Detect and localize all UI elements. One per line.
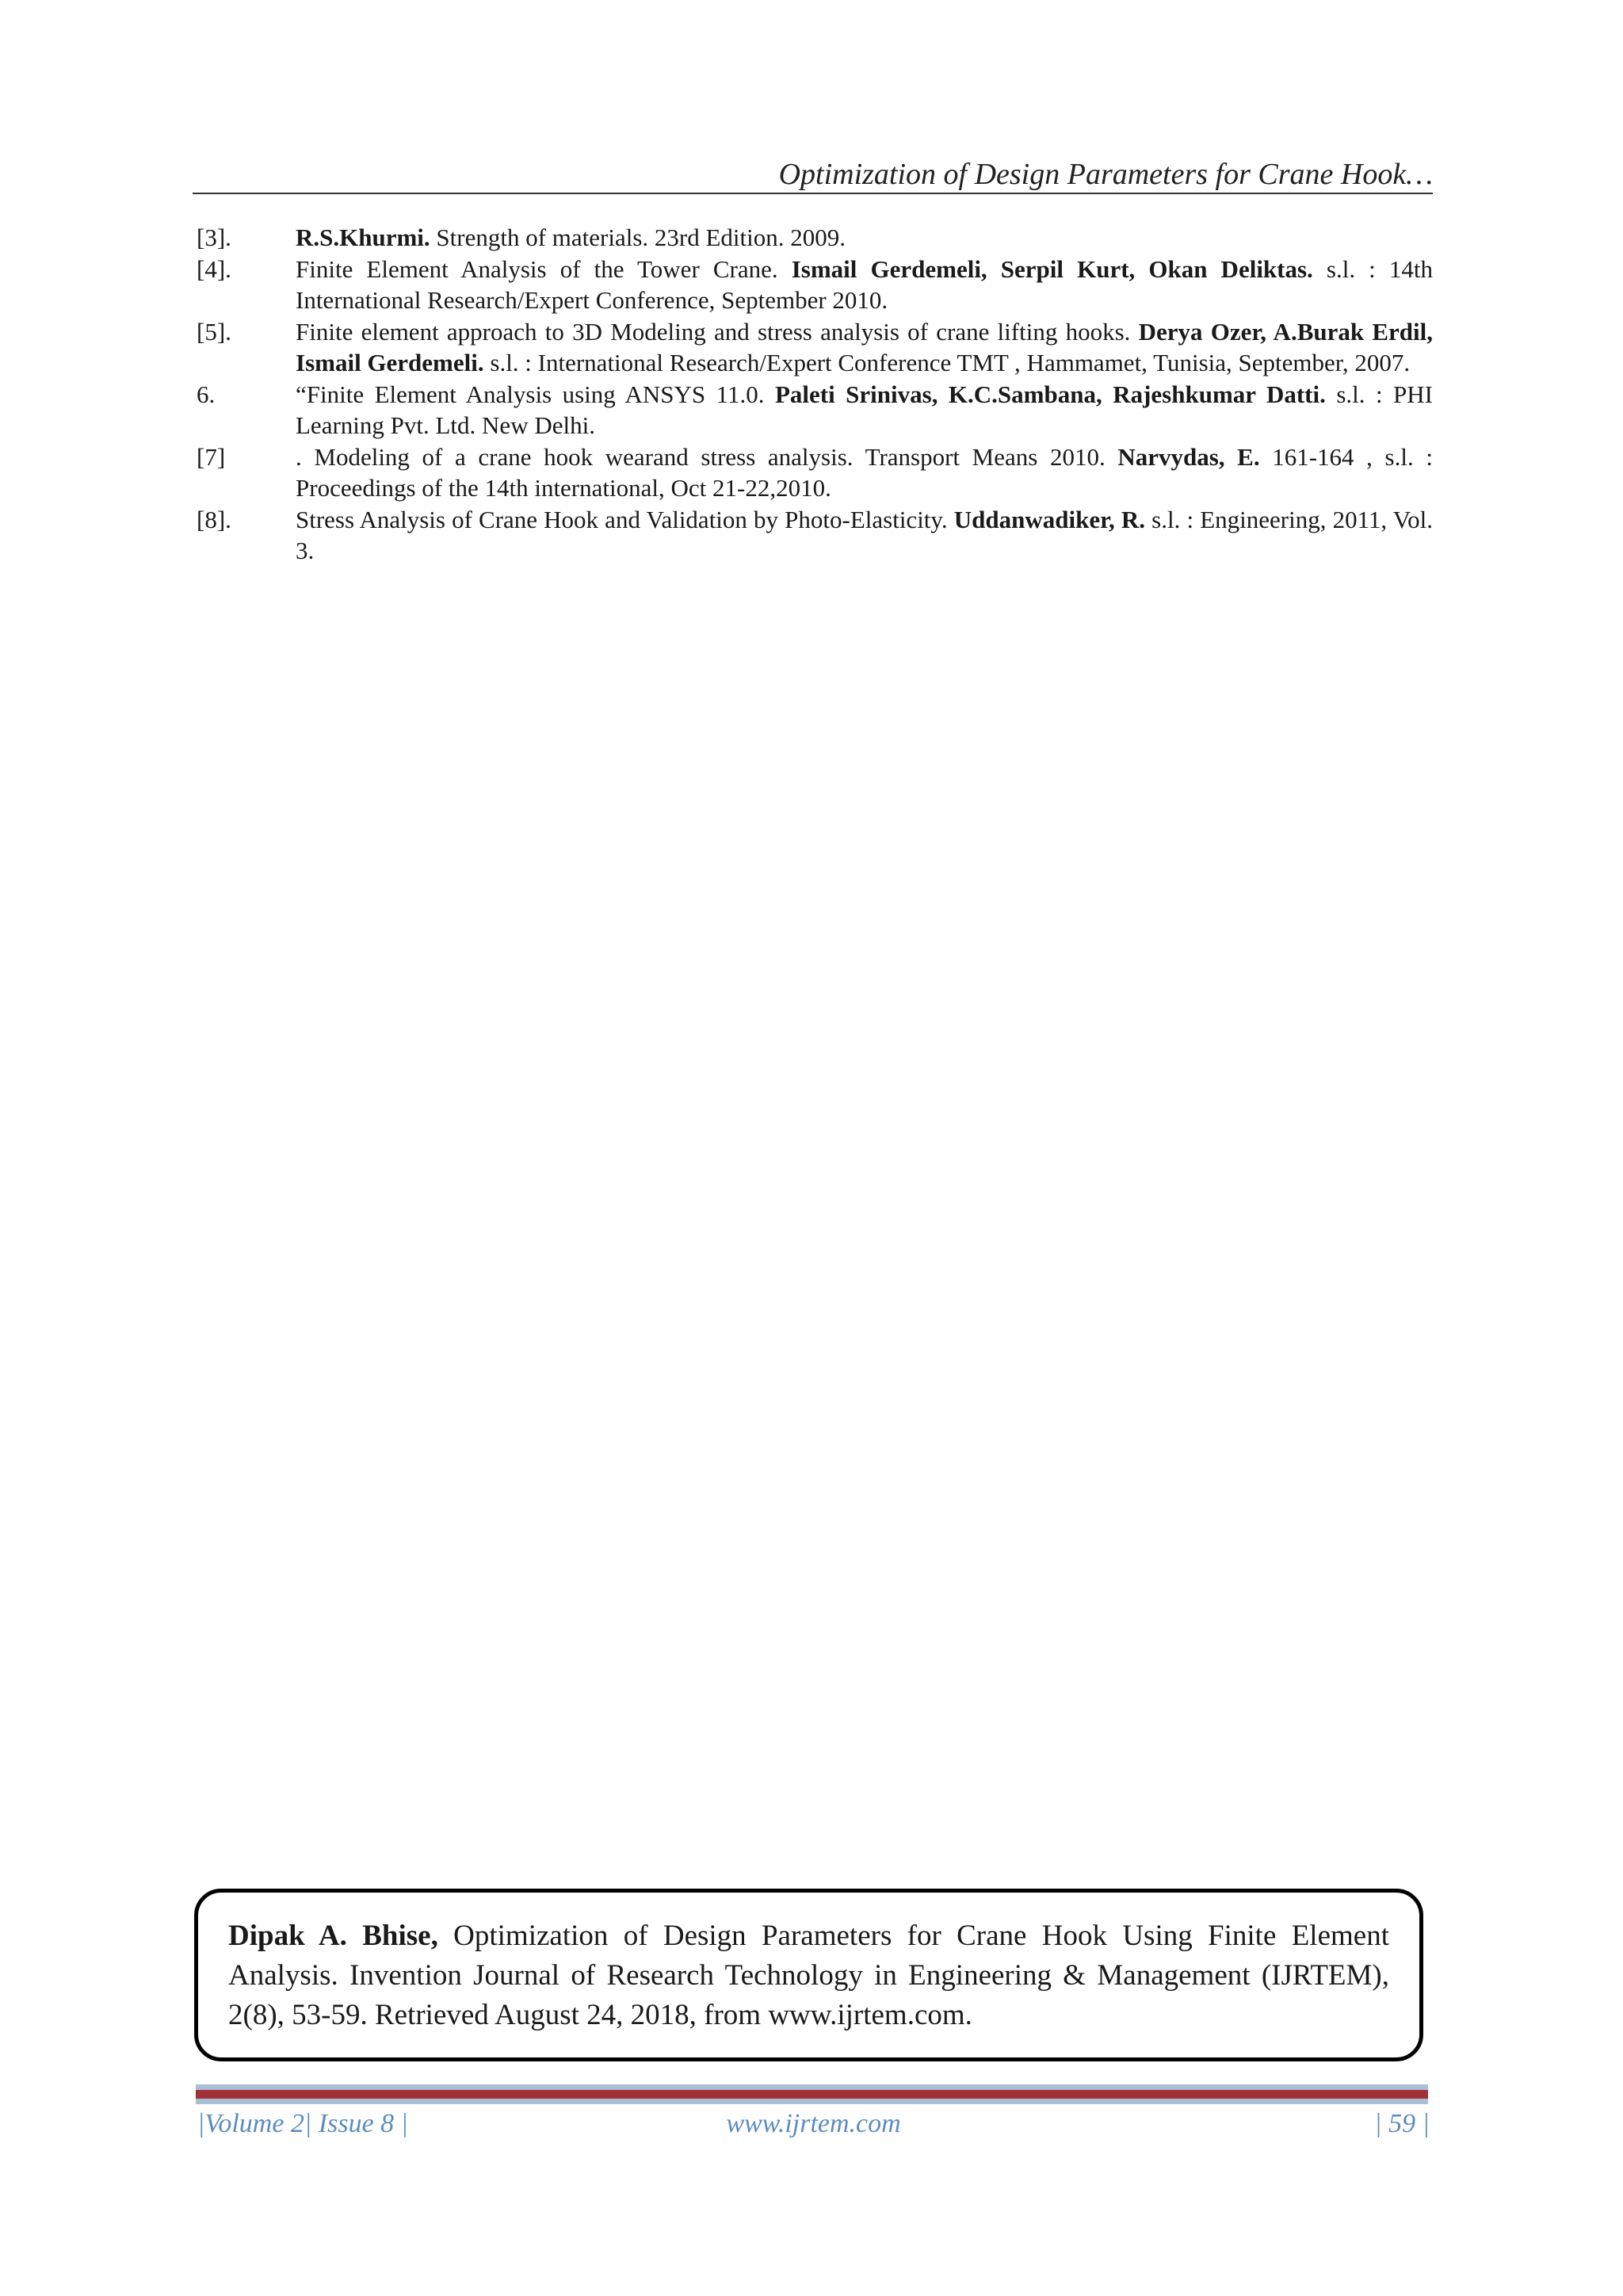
reference-item (197, 222, 1433, 254)
reference-text: “Finite Element Analysis using ANSYS 11.0. (296, 380, 775, 408)
reference-item (197, 441, 1433, 504)
reference-text: . Modeling of a crane hook wearand stress analysis. Transport Means 2010. (296, 442, 1118, 471)
footer-band-dark (196, 2090, 1428, 2099)
reference-text: 161-164 , s.l. : Proceedings of the 14th international, Oct 21-22,2010. (296, 442, 1433, 502)
reference-item (197, 379, 1433, 441)
reference-number: [5]. (197, 317, 231, 346)
footer-band-light (196, 2084, 1428, 2090)
reference-text: Finite Element Analysis of the Tower Crane. (296, 254, 792, 283)
reference-number: [3]. (197, 223, 231, 251)
citation-body: Optimization of Design Parameters for Crane Hook Using Finite Element Analysis. Invention Journal of Research Technology in Engineering & Management (IJRTEM), 2(8), 53-59. Retrieved August 24, 2018, from www.ijrtem.com. (228, 1920, 1389, 2031)
reference-list (197, 222, 1433, 567)
citation-text (228, 1916, 1389, 2035)
reference-authors: Derya Ozer, A.Burak Erdil, Ismail Gerdemeli. (296, 317, 1433, 376)
reference-authors: Uddanwadiker, R. (953, 505, 1146, 533)
reference-text: Finite element approach to 3D Modeling and stress analysis of crane lifting hooks. (296, 317, 1139, 346)
reference-text: s.l. : 14th International Research/Expert Conference, September 2010. (296, 254, 1433, 314)
reference-authors: Ismail Gerdemeli, Serpil Kurt, Okan Deliktas. (791, 254, 1313, 283)
reference-item (197, 254, 1433, 316)
reference-number: 6. (197, 380, 216, 408)
footer-bands (196, 2084, 1428, 2104)
reference-number: [8]. (197, 505, 231, 533)
reference-text: Stress Analysis of Crane Hook and Validation by Photo-Elasticity. (296, 505, 954, 533)
reference-text: s.l. : International Research/Expert Conference TMT , Hammamet, Tunisia, September, 2007. (483, 349, 1411, 376)
citation-box (194, 1889, 1423, 2061)
page-footer (197, 2109, 1430, 2149)
reference-item (197, 504, 1433, 567)
running-title: Optimization of Design Parameters for Crane Hook… (778, 158, 1433, 191)
reference-authors: Narvydas, E. (1117, 442, 1260, 471)
header-rule (193, 193, 1433, 194)
reference-text: s.l. : PHI Learning Pvt. Ltd. New Delhi. (296, 380, 1433, 439)
reference-number: [7] (197, 442, 226, 471)
footer-website: www.ijrtem.com (726, 2109, 901, 2138)
reference-authors: R.S.Khurmi. (296, 223, 430, 251)
reference-text: s.l. : Engineering, 2011, Vol. 3. (296, 505, 1433, 564)
footer-volume-issue: |Volume 2| Issue 8 | (197, 2109, 409, 2138)
reference-text: Strength of materials. 23rd Edition. 2009. (430, 223, 846, 251)
reference-item (197, 316, 1433, 379)
footer-band-light-lower (196, 2099, 1428, 2104)
reference-authors: Paleti Srinivas, K.C.Sambana, Rajeshkumar Datti. (774, 380, 1326, 408)
footer-page-number: | 59 | (1374, 2109, 1430, 2138)
citation-author: Dipak A. Bhise, (228, 1920, 438, 1952)
reference-number: [4]. (197, 254, 231, 283)
